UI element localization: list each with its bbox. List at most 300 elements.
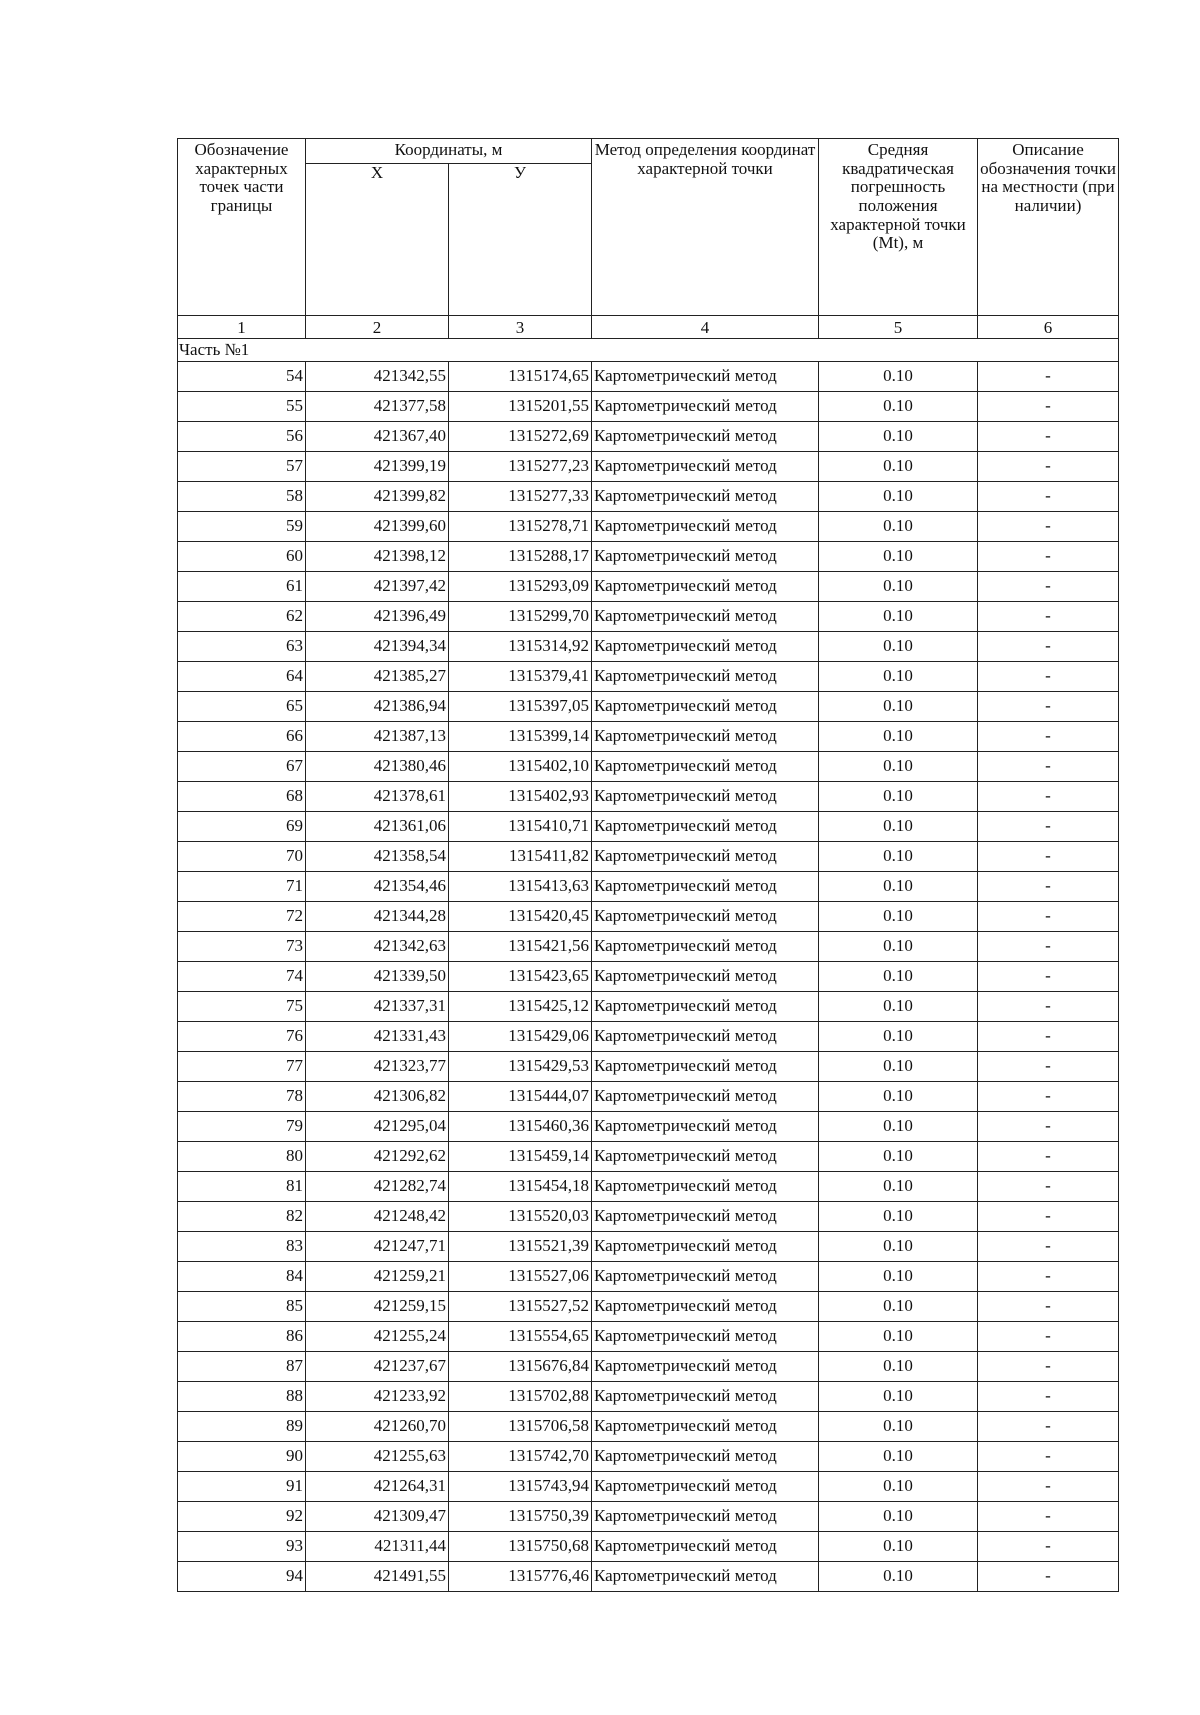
error-value-cell: 0.10 (819, 362, 978, 392)
description-cell: - (978, 362, 1119, 392)
description-cell: - (978, 1322, 1119, 1352)
coord-x-cell: 421237,67 (306, 1352, 449, 1382)
method-cell: Картометрический метод (592, 1322, 819, 1352)
error-value-cell: 0.10 (819, 1352, 978, 1382)
error-value-cell: 0.10 (819, 602, 978, 632)
description-cell: - (978, 872, 1119, 902)
coord-x-cell: 421399,60 (306, 512, 449, 542)
coord-x-cell: 421367,40 (306, 422, 449, 452)
error-value-cell: 0.10 (819, 932, 978, 962)
description-cell: - (978, 1262, 1119, 1292)
error-value-cell: 0.10 (819, 512, 978, 542)
error-value-cell: 0.10 (819, 1142, 978, 1172)
coord-y-cell: 1315425,12 (449, 992, 592, 1022)
error-value-cell: 0.10 (819, 752, 978, 782)
table-row (178, 572, 1119, 602)
header-coordinates: Координаты, м (306, 139, 592, 164)
coord-x-cell: 421377,58 (306, 392, 449, 422)
method-cell: Картометрический метод (592, 452, 819, 482)
header-y: У (449, 164, 592, 316)
coord-x-cell: 421344,28 (306, 902, 449, 932)
point-id-cell: 71 (178, 872, 306, 902)
coord-y-cell: 1315402,10 (449, 752, 592, 782)
table-row (178, 1502, 1119, 1532)
point-id-cell: 86 (178, 1322, 306, 1352)
coord-y-cell: 1315521,39 (449, 1232, 592, 1262)
coord-x-cell: 421394,34 (306, 632, 449, 662)
description-cell: - (978, 812, 1119, 842)
coord-y-cell: 1315676,84 (449, 1352, 592, 1382)
description-cell: - (978, 782, 1119, 812)
error-value-cell: 0.10 (819, 1412, 978, 1442)
description-cell: - (978, 1442, 1119, 1472)
description-cell: - (978, 1472, 1119, 1502)
coord-x-cell: 421331,43 (306, 1022, 449, 1052)
description-cell: - (978, 1292, 1119, 1322)
method-cell: Картометрический метод (592, 1292, 819, 1322)
coord-y-cell: 1315399,14 (449, 722, 592, 752)
method-cell: Картометрический метод (592, 1442, 819, 1472)
column-number: 5 (819, 316, 978, 339)
coord-y-cell: 1315527,06 (449, 1262, 592, 1292)
coord-x-cell: 421396,49 (306, 602, 449, 632)
point-id-cell: 94 (178, 1562, 306, 1592)
description-cell: - (978, 902, 1119, 932)
coord-x-cell: 421311,44 (306, 1532, 449, 1562)
table-row (178, 1232, 1119, 1262)
description-cell: - (978, 1172, 1119, 1202)
coord-y-cell: 1315402,93 (449, 782, 592, 812)
method-cell: Картометрический метод (592, 1052, 819, 1082)
method-cell: Картометрический метод (592, 782, 819, 812)
method-cell: Картометрический метод (592, 1472, 819, 1502)
table-row (178, 812, 1119, 842)
method-cell: Картометрический метод (592, 662, 819, 692)
point-id-cell: 67 (178, 752, 306, 782)
table-row (178, 452, 1119, 482)
coord-y-cell: 1315411,82 (449, 842, 592, 872)
coord-y-cell: 1315527,52 (449, 1292, 592, 1322)
coord-y-cell: 1315272,69 (449, 422, 592, 452)
coord-y-cell: 1315413,63 (449, 872, 592, 902)
coord-x-cell: 421339,50 (306, 962, 449, 992)
point-id-cell: 91 (178, 1472, 306, 1502)
point-id-cell: 75 (178, 992, 306, 1022)
point-id-cell: 58 (178, 482, 306, 512)
table-row (178, 1352, 1119, 1382)
coord-y-cell: 1315429,53 (449, 1052, 592, 1082)
method-cell: Картометрический метод (592, 632, 819, 662)
table-row (178, 1322, 1119, 1352)
coord-y-cell: 1315277,33 (449, 482, 592, 512)
table-row (178, 992, 1119, 1022)
method-cell: Картометрический метод (592, 1082, 819, 1112)
point-id-cell: 66 (178, 722, 306, 752)
error-value-cell: 0.10 (819, 1262, 978, 1292)
error-value-cell: 0.10 (819, 542, 978, 572)
coord-y-cell: 1315750,68 (449, 1532, 592, 1562)
error-value-cell: 0.10 (819, 902, 978, 932)
error-value-cell: 0.10 (819, 1202, 978, 1232)
table-row (178, 872, 1119, 902)
method-cell: Картометрический метод (592, 932, 819, 962)
method-cell: Картометрический метод (592, 1562, 819, 1592)
coord-y-cell: 1315776,46 (449, 1562, 592, 1592)
coord-y-cell: 1315314,92 (449, 632, 592, 662)
method-cell: Картометрический метод (592, 812, 819, 842)
column-number: 1 (178, 316, 306, 339)
coord-x-cell: 421342,63 (306, 932, 449, 962)
error-value-cell: 0.10 (819, 1502, 978, 1532)
point-id-cell: 81 (178, 1172, 306, 1202)
method-cell: Картометрический метод (592, 512, 819, 542)
coord-y-cell: 1315299,70 (449, 602, 592, 632)
method-cell: Картометрический метод (592, 1112, 819, 1142)
point-id-cell: 65 (178, 692, 306, 722)
method-cell: Картометрический метод (592, 542, 819, 572)
table-row (178, 1202, 1119, 1232)
method-cell: Картометрический метод (592, 992, 819, 1022)
point-id-cell: 55 (178, 392, 306, 422)
method-cell: Картометрический метод (592, 902, 819, 932)
coord-y-cell: 1315201,55 (449, 392, 592, 422)
error-value-cell: 0.10 (819, 1292, 978, 1322)
description-cell: - (978, 752, 1119, 782)
table-row (178, 1562, 1119, 1592)
method-cell: Картометрический метод (592, 1142, 819, 1172)
error-value-cell: 0.10 (819, 812, 978, 842)
point-id-cell: 60 (178, 542, 306, 572)
coord-x-cell: 421337,31 (306, 992, 449, 1022)
table-row (178, 662, 1119, 692)
coord-x-cell: 421292,62 (306, 1142, 449, 1172)
coord-x-cell: 421491,55 (306, 1562, 449, 1592)
coord-y-cell: 1315278,71 (449, 512, 592, 542)
point-id-cell: 88 (178, 1382, 306, 1412)
table-row (178, 362, 1119, 392)
table-row (178, 1262, 1119, 1292)
method-cell: Картометрический метод (592, 692, 819, 722)
coord-y-cell: 1315706,58 (449, 1412, 592, 1442)
table-row (178, 1412, 1119, 1442)
coord-x-cell: 421387,13 (306, 722, 449, 752)
description-cell: - (978, 422, 1119, 452)
description-cell: - (978, 482, 1119, 512)
coord-x-cell: 421306,82 (306, 1082, 449, 1112)
coord-x-cell: 421380,46 (306, 752, 449, 782)
method-cell: Картометрический метод (592, 1202, 819, 1232)
method-cell: Картометрический метод (592, 1232, 819, 1262)
point-id-cell: 68 (178, 782, 306, 812)
method-cell: Картометрический метод (592, 1352, 819, 1382)
description-cell: - (978, 1502, 1119, 1532)
error-value-cell: 0.10 (819, 1472, 978, 1502)
header-row (178, 139, 1119, 164)
table-row (178, 902, 1119, 932)
coord-y-cell: 1315459,14 (449, 1142, 592, 1172)
point-id-cell: 77 (178, 1052, 306, 1082)
error-value-cell: 0.10 (819, 632, 978, 662)
header-point-designation: Обозначение характерных точек части границы (178, 139, 306, 316)
description-cell: - (978, 1202, 1119, 1232)
table-row (178, 962, 1119, 992)
point-id-cell: 63 (178, 632, 306, 662)
error-value-cell: 0.10 (819, 452, 978, 482)
coord-x-cell: 421354,46 (306, 872, 449, 902)
error-value-cell: 0.10 (819, 422, 978, 452)
method-cell: Картометрический метод (592, 1412, 819, 1442)
description-cell: - (978, 1562, 1119, 1592)
point-id-cell: 78 (178, 1082, 306, 1112)
column-number: 3 (449, 316, 592, 339)
coord-x-cell: 421386,94 (306, 692, 449, 722)
table-row (178, 782, 1119, 812)
column-number: 2 (306, 316, 449, 339)
error-value-cell: 0.10 (819, 1232, 978, 1262)
coord-x-cell: 421260,70 (306, 1412, 449, 1442)
description-cell: - (978, 1022, 1119, 1052)
method-cell: Картометрический метод (592, 572, 819, 602)
point-id-cell: 69 (178, 812, 306, 842)
part-row (178, 339, 1119, 362)
column-number-row (178, 316, 1119, 339)
table-row (178, 392, 1119, 422)
error-value-cell: 0.10 (819, 572, 978, 602)
error-value-cell: 0.10 (819, 1022, 978, 1052)
method-cell: Картометрический метод (592, 1532, 819, 1562)
point-id-cell: 79 (178, 1112, 306, 1142)
description-cell: - (978, 1412, 1119, 1442)
method-cell: Картометрический метод (592, 392, 819, 422)
error-value-cell: 0.10 (819, 1052, 978, 1082)
header-error: Средняя квадратическая погрешность положения характерной точки (Mt), м (819, 139, 978, 316)
point-id-cell: 72 (178, 902, 306, 932)
table-row (178, 632, 1119, 662)
coord-y-cell: 1315743,94 (449, 1472, 592, 1502)
point-id-cell: 85 (178, 1292, 306, 1322)
description-cell: - (978, 722, 1119, 752)
coord-x-cell: 421399,82 (306, 482, 449, 512)
coord-x-cell: 421323,77 (306, 1052, 449, 1082)
coord-y-cell: 1315454,18 (449, 1172, 592, 1202)
point-id-cell: 54 (178, 362, 306, 392)
error-value-cell: 0.10 (819, 662, 978, 692)
table-row (178, 1472, 1119, 1502)
table-row (178, 1052, 1119, 1082)
description-cell: - (978, 1532, 1119, 1562)
coord-y-cell: 1315444,07 (449, 1082, 592, 1112)
description-cell: - (978, 932, 1119, 962)
description-cell: - (978, 572, 1119, 602)
point-id-cell: 62 (178, 602, 306, 632)
error-value-cell: 0.10 (819, 842, 978, 872)
description-cell: - (978, 602, 1119, 632)
point-id-cell: 93 (178, 1532, 306, 1562)
table-row (178, 1142, 1119, 1172)
method-cell: Картометрический метод (592, 422, 819, 452)
point-id-cell: 76 (178, 1022, 306, 1052)
description-cell: - (978, 392, 1119, 422)
description-cell: - (978, 662, 1119, 692)
point-id-cell: 90 (178, 1442, 306, 1472)
point-id-cell: 64 (178, 662, 306, 692)
table-row (178, 422, 1119, 452)
method-cell: Картометрический метод (592, 482, 819, 512)
error-value-cell: 0.10 (819, 392, 978, 422)
coord-x-cell: 421378,61 (306, 782, 449, 812)
error-value-cell: 0.10 (819, 1112, 978, 1142)
error-value-cell: 0.10 (819, 1562, 978, 1592)
point-id-cell: 70 (178, 842, 306, 872)
method-cell: Картометрический метод (592, 1502, 819, 1532)
error-value-cell: 0.10 (819, 782, 978, 812)
header-description: Описание обозначения точки на местности (при наличии) (978, 139, 1119, 316)
error-value-cell: 0.10 (819, 1532, 978, 1562)
coord-y-cell: 1315277,23 (449, 452, 592, 482)
description-cell: - (978, 692, 1119, 722)
description-cell: - (978, 1052, 1119, 1082)
coord-x-cell: 421255,63 (306, 1442, 449, 1472)
coord-x-cell: 421233,92 (306, 1382, 449, 1412)
table-row (178, 602, 1119, 632)
description-cell: - (978, 962, 1119, 992)
point-id-cell: 89 (178, 1412, 306, 1442)
column-number: 4 (592, 316, 819, 339)
coord-y-cell: 1315702,88 (449, 1382, 592, 1412)
coord-x-cell: 421342,55 (306, 362, 449, 392)
error-value-cell: 0.10 (819, 992, 978, 1022)
method-cell: Картометрический метод (592, 1022, 819, 1052)
method-cell: Картометрический метод (592, 1262, 819, 1292)
coord-x-cell: 421248,42 (306, 1202, 449, 1232)
description-cell: - (978, 1382, 1119, 1412)
coord-y-cell: 1315174,65 (449, 362, 592, 392)
table-row (178, 692, 1119, 722)
method-cell: Картометрический метод (592, 752, 819, 782)
table-row (178, 1172, 1119, 1202)
table-row (178, 482, 1119, 512)
method-cell: Картометрический метод (592, 362, 819, 392)
error-value-cell: 0.10 (819, 1082, 978, 1112)
error-value-cell: 0.10 (819, 722, 978, 752)
point-id-cell: 59 (178, 512, 306, 542)
table-row (178, 842, 1119, 872)
error-value-cell: 0.10 (819, 872, 978, 902)
method-cell: Картометрический метод (592, 1172, 819, 1202)
coord-y-cell: 1315423,65 (449, 962, 592, 992)
coordinates-table (177, 138, 1119, 1592)
point-id-cell: 82 (178, 1202, 306, 1232)
coord-y-cell: 1315397,05 (449, 692, 592, 722)
description-cell: - (978, 1082, 1119, 1112)
table-row (178, 1112, 1119, 1142)
table-row (178, 1532, 1119, 1562)
coord-x-cell: 421398,12 (306, 542, 449, 572)
table-row (178, 752, 1119, 782)
description-cell: - (978, 542, 1119, 572)
point-id-cell: 74 (178, 962, 306, 992)
description-cell: - (978, 632, 1119, 662)
description-cell: - (978, 1352, 1119, 1382)
method-cell: Картометрический метод (592, 602, 819, 632)
point-id-cell: 73 (178, 932, 306, 962)
coord-x-cell: 421358,54 (306, 842, 449, 872)
coord-y-cell: 1315288,17 (449, 542, 592, 572)
point-id-cell: 87 (178, 1352, 306, 1382)
coord-y-cell: 1315379,41 (449, 662, 592, 692)
coord-y-cell: 1315460,36 (449, 1112, 592, 1142)
point-id-cell: 80 (178, 1142, 306, 1172)
table-row (178, 932, 1119, 962)
coord-x-cell: 421385,27 (306, 662, 449, 692)
coord-y-cell: 1315750,39 (449, 1502, 592, 1532)
point-id-cell: 61 (178, 572, 306, 602)
coord-y-cell: 1315554,65 (449, 1322, 592, 1352)
error-value-cell: 0.10 (819, 1322, 978, 1352)
coord-y-cell: 1315410,71 (449, 812, 592, 842)
error-value-cell: 0.10 (819, 692, 978, 722)
description-cell: - (978, 1142, 1119, 1172)
header-method: Метод определения координат характерной точки (592, 139, 819, 316)
point-id-cell: 84 (178, 1262, 306, 1292)
coord-y-cell: 1315293,09 (449, 572, 592, 602)
description-cell: - (978, 992, 1119, 1022)
table-row (178, 1292, 1119, 1322)
description-cell: - (978, 1232, 1119, 1262)
coord-y-cell: 1315420,45 (449, 902, 592, 932)
coord-x-cell: 421399,19 (306, 452, 449, 482)
error-value-cell: 0.10 (819, 482, 978, 512)
coord-y-cell: 1315742,70 (449, 1442, 592, 1472)
point-id-cell: 83 (178, 1232, 306, 1262)
description-cell: - (978, 842, 1119, 872)
method-cell: Картометрический метод (592, 872, 819, 902)
description-cell: - (978, 512, 1119, 542)
method-cell: Картометрический метод (592, 722, 819, 752)
table-row (178, 1082, 1119, 1112)
point-id-cell: 57 (178, 452, 306, 482)
point-id-cell: 56 (178, 422, 306, 452)
coord-y-cell: 1315520,03 (449, 1202, 592, 1232)
method-cell: Картометрический метод (592, 962, 819, 992)
table-row (178, 1382, 1119, 1412)
method-cell: Картометрический метод (592, 1382, 819, 1412)
coord-y-cell: 1315421,56 (449, 932, 592, 962)
error-value-cell: 0.10 (819, 962, 978, 992)
coord-x-cell: 421259,21 (306, 1262, 449, 1292)
coord-x-cell: 421282,74 (306, 1172, 449, 1202)
table-row (178, 722, 1119, 752)
method-cell: Картометрический метод (592, 842, 819, 872)
coord-x-cell: 421255,24 (306, 1322, 449, 1352)
error-value-cell: 0.10 (819, 1382, 978, 1412)
column-number: 6 (978, 316, 1119, 339)
coord-x-cell: 421264,31 (306, 1472, 449, 1502)
coord-x-cell: 421397,42 (306, 572, 449, 602)
table-row (178, 1442, 1119, 1472)
coord-x-cell: 421295,04 (306, 1112, 449, 1142)
description-cell: - (978, 1112, 1119, 1142)
point-id-cell: 92 (178, 1502, 306, 1532)
error-value-cell: 0.10 (819, 1442, 978, 1472)
table-row (178, 1022, 1119, 1052)
coord-x-cell: 421247,71 (306, 1232, 449, 1262)
coord-x-cell: 421259,15 (306, 1292, 449, 1322)
description-cell: - (978, 452, 1119, 482)
error-value-cell: 0.10 (819, 1172, 978, 1202)
coord-x-cell: 421361,06 (306, 812, 449, 842)
part-label: Часть №1 (178, 339, 1119, 362)
